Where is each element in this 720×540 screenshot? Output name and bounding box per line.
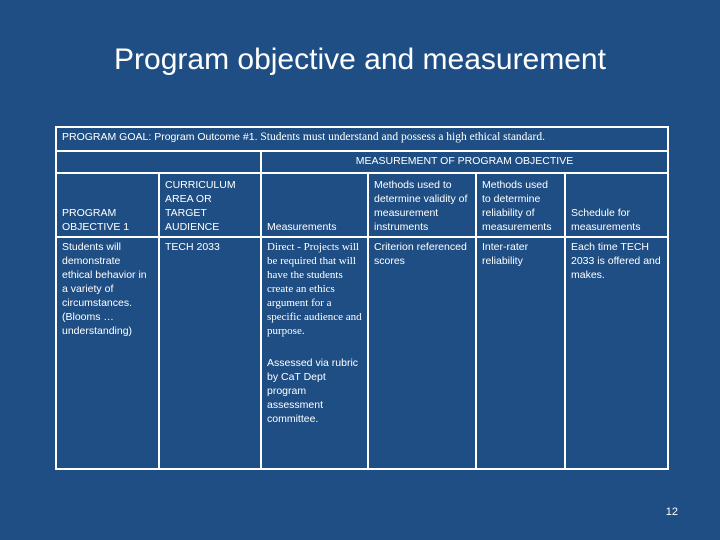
measurements-direct: Direct - Projects will be required that will have the students create an ethics argument for a specific audience and purpose.	[267, 241, 362, 337]
header-reliability: Methods used to determine reliability of measurements	[476, 173, 565, 237]
header-curriculum: CURRICULUM AREA OR TARGET AUDIENCE	[159, 173, 261, 237]
row-schedule: Each time TECH 2033 is offered and makes.	[565, 237, 668, 469]
page-number: 12	[665, 506, 678, 518]
slide-title: Program objective and measurement	[114, 43, 606, 76]
objective-measurement-table	[55, 126, 669, 470]
measurement-header: MEASUREMENT OF PROGRAM OBJECTIVE	[261, 151, 668, 173]
measurements-assessed: Assessed via rubric by CaT Dept program assessment committee.	[267, 357, 359, 425]
goal-label: PROGRAM GOAL:	[62, 131, 152, 143]
header-schedule: Schedule for measurements	[565, 173, 668, 237]
goal-text: Students must understand and possess a high ethical standard.	[260, 131, 545, 143]
row-objective: Students will demonstrate ethical behavior in a variety of circumstances. (Blooms … understanding)	[56, 237, 159, 469]
row-validity: Criterion referenced scores	[368, 237, 476, 469]
header-objective: PROGRAM OBJECTIVE 1	[56, 173, 159, 237]
row-curriculum: TECH 2033	[159, 237, 261, 469]
header-measurements: Measurements	[261, 173, 368, 237]
row-measurements	[261, 237, 368, 469]
goal-outcome: Program Outcome #1.	[154, 131, 258, 143]
program-goal-cell	[56, 127, 668, 151]
header-validity: Methods used to determine validity of measurement instruments	[368, 173, 476, 237]
row-reliability: Inter-rater reliability	[476, 237, 565, 469]
empty-header-cell	[56, 151, 261, 173]
